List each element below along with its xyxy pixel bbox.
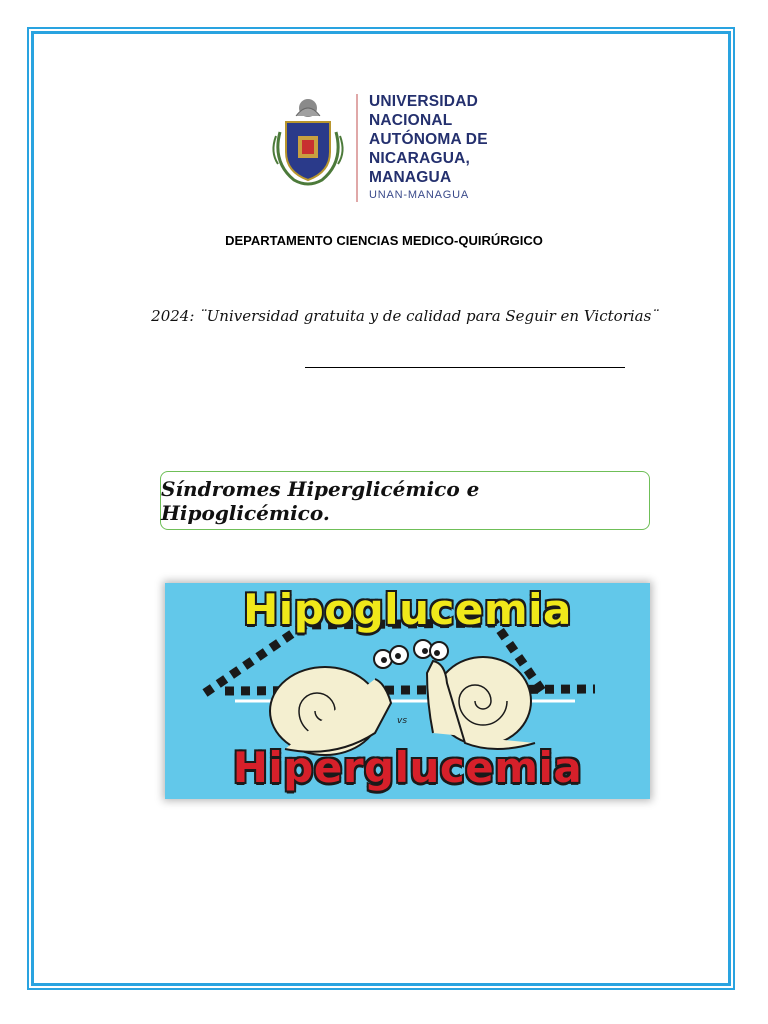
- banner-bottom-text: Hiperglucemia: [232, 743, 583, 792]
- banner-top-text: Hipoglucemia: [243, 585, 572, 634]
- document-title-box: [160, 471, 650, 530]
- vs-label: vs: [397, 716, 408, 726]
- logo-divider: [356, 94, 358, 202]
- university-short-name: UNAN-MANAGUA: [369, 189, 470, 201]
- document-title: Síndromes Hiperglicémico e Hipoglicémico.: [161, 476, 480, 525]
- university-logo: [268, 90, 508, 208]
- signature-line: [305, 367, 625, 368]
- department-heading: DEPARTAMENTO CIENCIAS MEDICO-QUIRÚRGICO: [225, 233, 543, 248]
- cover-illustration: [165, 583, 650, 799]
- university-seal-icon: [268, 92, 348, 188]
- university-name: UNIVERSIDAD NACIONAL AUTÓNOMA DE NICARAGUA, MANAGUA: [369, 93, 488, 186]
- motto-text: 2024: ¨Universidad gratuita y de calidad para Seguir en Victorias¨: [151, 307, 659, 325]
